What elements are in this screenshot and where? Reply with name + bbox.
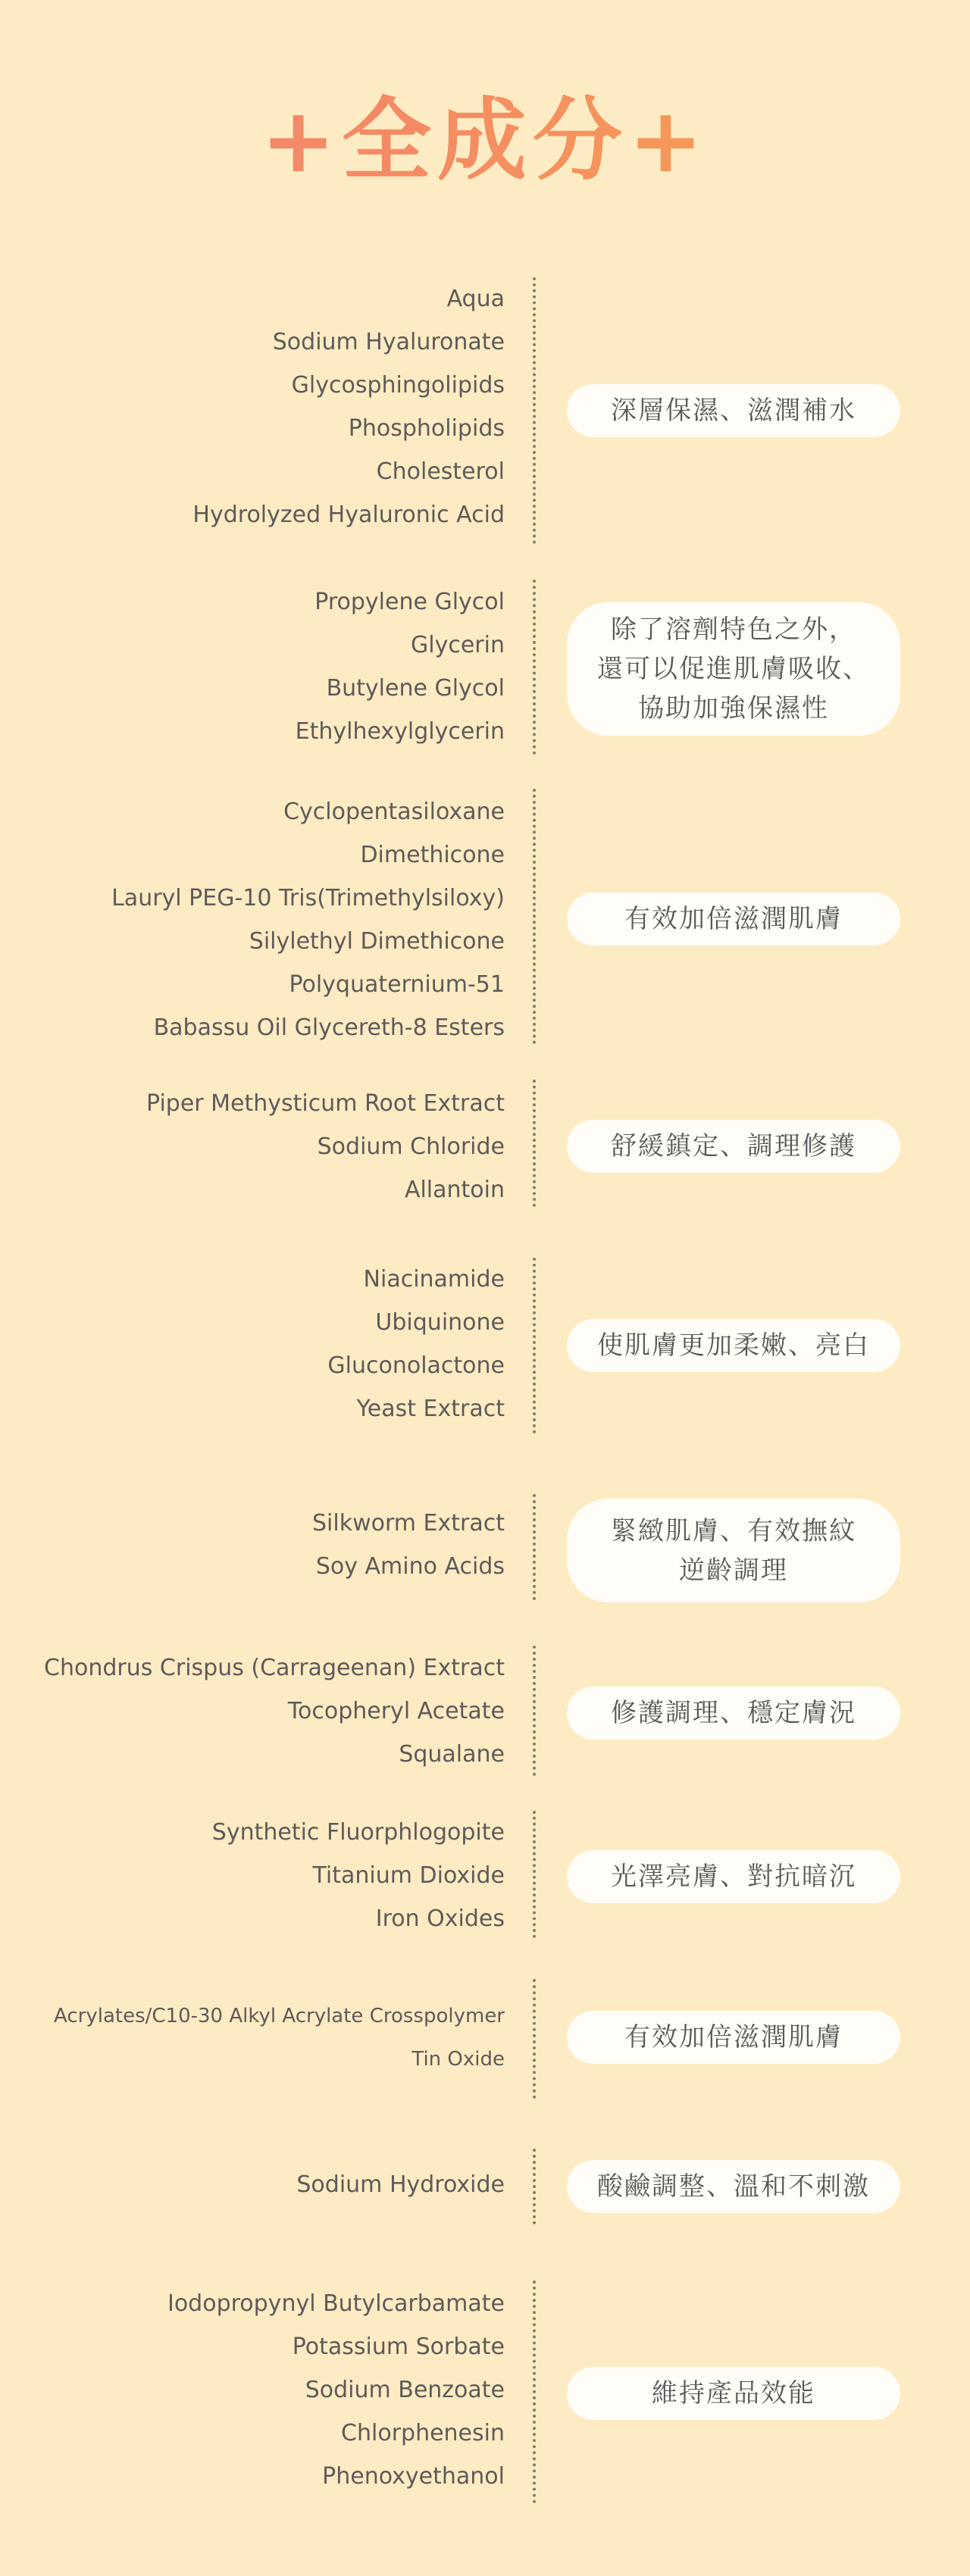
ingredient-name: Chlorphenesin	[341, 2420, 505, 2446]
ingredient-name: Piper Methysticum Root Extract	[146, 1090, 505, 1117]
benefit-pill: 使肌膚更加柔嫩、亮白	[567, 1319, 900, 1372]
ingredient-name: Sodium Chloride	[317, 1133, 505, 1160]
benefit-pill: 酸鹼調整、溫和不刺激	[567, 2160, 900, 2213]
ingredient-name: Silylethyl Dimethicone	[249, 928, 505, 955]
ingredient-group	[0, 1811, 970, 1938]
ingredient-name: Phospholipids	[348, 415, 505, 442]
ingredient-name: Chondrus Crispus (Carrageenan) Extract	[44, 1655, 505, 1681]
ingredient-name: Sodium Hydroxide	[296, 2171, 505, 2198]
dotted-divider	[533, 1979, 536, 2099]
ingredient-group	[0, 1080, 970, 1207]
ingredient-list	[5, 1258, 505, 1430]
benefit-pill: 除了溶劑特色之外， 還可以促進肌膚吸收、 協助加強保濕性	[567, 602, 900, 736]
benefit-pill: 深層保濕、滋潤補水	[567, 384, 900, 437]
ingredient-name: Glycosphingolipids	[291, 372, 505, 399]
ingredient-name: Iron Oxides	[375, 1905, 505, 1932]
ingredient-name: Hydrolyzed Hyaluronic Acid	[192, 502, 505, 528]
dotted-divider	[533, 2149, 536, 2224]
ingredient-list	[5, 790, 505, 1049]
ingredient-list	[5, 1646, 505, 1776]
ingredient-name: Glycerin	[411, 632, 505, 658]
dotted-divider	[533, 789, 536, 1044]
ingredient-name: Titanium Dioxide	[312, 1862, 505, 1889]
ingredient-name: Iodopropynyl Butylcarbamate	[167, 2290, 505, 2317]
ingredient-name: Cyclopentasiloxane	[283, 799, 505, 825]
benefit-pill: 維持產品效能	[567, 2367, 900, 2420]
dotted-divider	[533, 1080, 536, 1207]
ingredient-name: Ethylhexylglycerin	[295, 718, 505, 745]
ingredient-group	[0, 2281, 970, 2503]
dotted-divider	[533, 277, 536, 544]
ingredient-name: Sodium Hyaluronate	[272, 329, 505, 355]
ingredient-name: Synthetic Fluorphlogopite	[211, 1819, 505, 1846]
ingredient-name: Tocopheryl Acetate	[287, 1698, 505, 1724]
ingredient-group	[0, 1258, 970, 1433]
dotted-divider	[533, 580, 536, 755]
dotted-divider	[533, 2281, 536, 2503]
ingredient-name: Phenoxyethanol	[322, 2463, 505, 2490]
ingredient-list	[5, 2282, 505, 2498]
ingredient-name: Sodium Benzoate	[305, 2377, 505, 2403]
ingredient-name: Soy Amino Acids	[315, 1553, 505, 1580]
ingredient-name: Potassium Sorbate	[292, 2334, 505, 2360]
dotted-divider	[533, 1811, 536, 1938]
ingredient-name: Yeast Extract	[356, 1396, 505, 1422]
ingredient-name: Dimethicone	[360, 842, 505, 868]
ingredient-list	[5, 1082, 505, 1211]
ingredient-group	[0, 580, 970, 755]
benefit-pill: 有效加倍滋潤肌膚	[567, 893, 900, 946]
ingredient-group	[0, 1979, 970, 2099]
dotted-divider	[533, 1494, 536, 1600]
dotted-divider	[533, 1258, 536, 1433]
ingredient-name: Aqua	[446, 286, 505, 312]
ingredient-list	[5, 277, 505, 536]
ingredient-list	[5, 2163, 505, 2206]
ingredient-list	[5, 1502, 505, 1588]
ingredient-name: Acrylates/C10-30 Alkyl Acrylate Crosspolymer	[54, 2005, 505, 2027]
ingredient-name: Babassu Oil Glycereth-8 Esters	[153, 1014, 505, 1041]
ingredient-group	[0, 277, 970, 544]
ingredient-list	[5, 1811, 505, 1940]
page-title: +全成分+	[0, 83, 970, 197]
ingredient-group	[0, 1646, 970, 1776]
ingredient-name: Polyquaternium-51	[289, 971, 505, 998]
ingredient-name: Silkworm Extract	[312, 1510, 505, 1537]
dotted-divider	[533, 1646, 536, 1776]
benefit-pill: 光澤亮膚、對抗暗沉	[567, 1850, 900, 1903]
ingredient-list	[5, 1995, 505, 2081]
ingredient-name: Lauryl PEG-10 Tris(Trimethylsiloxy)	[111, 885, 505, 911]
ingredient-group	[0, 1494, 970, 1600]
ingredient-name: Butylene Glycol	[326, 675, 505, 702]
ingredient-group	[0, 789, 970, 1044]
benefit-pill: 有效加倍滋潤肌膚	[567, 2011, 900, 2064]
benefit-pill: 修護調理、穩定膚況	[567, 1687, 900, 1740]
benefit-pill: 緊緻肌膚、有效撫紋 逆齡調理	[567, 1499, 900, 1602]
ingredient-name: Gluconolactone	[327, 1352, 505, 1379]
ingredient-name: Tin Oxide	[411, 2048, 505, 2071]
ingredient-name: Allantoin	[404, 1177, 505, 1203]
ingredient-name: Propylene Glycol	[314, 589, 505, 615]
ingredient-group	[0, 2149, 970, 2224]
benefit-pill: 舒緩鎮定、調理修護	[567, 1120, 900, 1173]
ingredient-name: Niacinamide	[363, 1266, 505, 1293]
ingredient-list	[5, 580, 505, 753]
ingredient-name: Cholesterol	[376, 458, 505, 485]
ingredient-name: Squalane	[399, 1741, 505, 1768]
ingredient-name: Ubiquinone	[375, 1309, 505, 1336]
